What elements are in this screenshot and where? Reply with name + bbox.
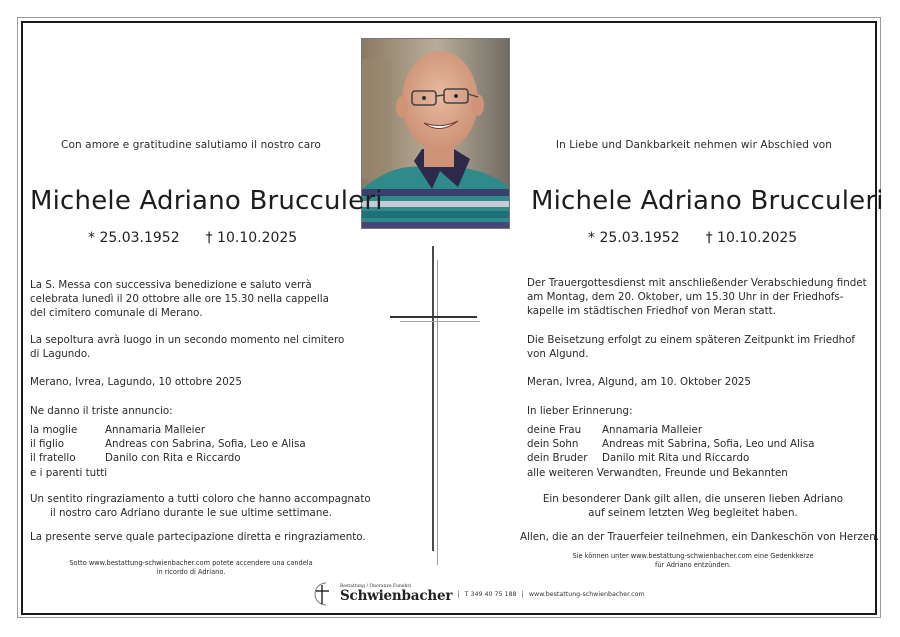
italian-mass-paragraph — [30, 278, 329, 321]
mourner-row — [30, 437, 306, 451]
german-mourners-list — [527, 423, 814, 480]
italian-mourners-list — [30, 423, 306, 480]
mourner-names: Annamaria Malleier — [105, 424, 206, 436]
text-line: auf seinem letzten Weg begleitet haben. — [588, 507, 798, 520]
birth-date: * 25.03.1952 — [88, 230, 180, 246]
german-thanks — [520, 492, 866, 520]
text-line: am Montag, dem 20. Oktober, um 15.30 Uhr in der Friedhofs- — [527, 291, 844, 304]
death-date: † 10.10.2025 — [705, 230, 798, 246]
german-place-date: Meran, Ivrea, Algund, am 10. Oktober 2025 — [527, 376, 751, 388]
text-line: del cimitero comunale di Merano. — [30, 307, 203, 320]
mourner-role: e i parenti tutti — [30, 466, 108, 479]
cross-shadow-vertical — [437, 260, 438, 565]
mourner-names: Andreas con Sabrina, Sofia, Leo e Alisa — [105, 438, 306, 451]
german-burial-paragraph — [527, 333, 855, 361]
cross-shadow-horizontal — [400, 321, 480, 322]
italian-candle-note — [30, 559, 352, 577]
german-mourners-heading: In lieber Erinnerung: — [527, 405, 633, 417]
funeral-home-logo-icon — [313, 582, 337, 606]
text-line: Die Beisetzung erfolgt zu einem späteren Zeitpunkt im Friedhof — [527, 334, 856, 346]
mourner-row — [527, 437, 814, 451]
mourner-row — [527, 451, 814, 465]
mourner-row — [30, 451, 306, 465]
text-line: von Algund. — [527, 348, 589, 361]
german-intro: In Liebe und Dankbarkeit nehmen wir Abschied von — [555, 139, 833, 151]
text-line: il nostro caro Adriano durante le sue ultime settimane. — [49, 507, 333, 520]
text-line: Un sentito ringraziamento a tutti coloro che hanno accompagnato — [30, 493, 371, 505]
text-line: Ein besonderer Dank gilt allen, die unseren lieben Adriano — [542, 493, 844, 505]
german-deceased-name: Michele Adriano Brucculeri — [531, 186, 884, 216]
italian-thanks — [30, 492, 371, 520]
text-line: di Lagundo. — [30, 348, 91, 361]
text-line: für Adriano entzünden. — [655, 561, 731, 569]
cross-icon — [432, 246, 434, 551]
italian-intro: Con amore e gratitudine salutiamo il nostro caro — [61, 139, 321, 151]
mourner-role: dein Bruder — [527, 452, 588, 465]
funeral-home-footer — [313, 579, 645, 609]
italian-deceased-name: Michele Adriano Brucculeri — [30, 186, 383, 216]
logo-name: Schwienbacher — [340, 588, 453, 604]
mourner-row — [30, 466, 306, 480]
text-line: kapelle im städtischen Friedhof von Meran statt. — [527, 305, 776, 318]
phone-number: T 349 40 75 188 — [464, 590, 517, 598]
mourner-role: dein Sohn — [527, 438, 579, 451]
footer-separator: | — [457, 590, 460, 598]
birth-date: * 25.03.1952 — [588, 230, 680, 246]
mourner-role: il fratello — [30, 452, 76, 465]
mourner-names: Danilo con Rita e Riccardo — [105, 452, 241, 465]
italian-participation: La presente serve quale partecipazione diretta e ringraziamento. — [30, 531, 366, 543]
mourner-role: alle weiteren Verwandten, Freunde und Bekannten — [527, 466, 788, 479]
german-candle-note — [520, 552, 866, 570]
mourner-role: deine Frau — [527, 424, 582, 436]
mourner-role: il figlio — [30, 438, 65, 451]
text-line: Der Trauergottesdienst mit anschließender Verabschiedung findet — [527, 277, 867, 289]
italian-mourners-heading: Ne danno il triste annuncio: — [30, 405, 173, 417]
website-link[interactable]: www.bestattung-schwienbacher.com — [528, 590, 645, 598]
death-date: † 10.10.2025 — [205, 230, 298, 246]
text-line: in ricordo di Adriano. — [156, 568, 226, 576]
mourner-row — [527, 466, 814, 480]
italian-place-date: Merano, Ivrea, Lagundo, 10 ottobre 2025 — [30, 376, 242, 388]
funeral-home-logo-text — [340, 585, 452, 604]
text-line: Sie können unter www.bestattung-schwienbacher.com eine Gedenkkerze — [572, 552, 814, 560]
italian-burial-paragraph — [30, 333, 344, 361]
mourner-row — [527, 423, 814, 437]
text-line: Sotto www.bestattung-schwienbacher.com potete accendere una candela — [69, 559, 313, 567]
mourner-names: Andreas mit Sabrina, Sofia, Leo und Alisa — [602, 438, 815, 451]
mourner-role: la moglie — [30, 424, 78, 436]
logo-subtitle: Bestattung / Onoranze Funebri — [340, 583, 411, 589]
mourner-names: Danilo mit Rita und Riccardo — [602, 452, 750, 465]
footer-separator: | — [521, 590, 524, 598]
portrait-photo — [361, 38, 510, 229]
text-line: celebrata lunedì il 20 ottobre alle ore 15.30 nella cappella — [30, 293, 329, 306]
cross-crossbar — [390, 316, 477, 318]
mourner-names: Annamaria Malleier — [602, 424, 703, 436]
german-service-paragraph — [527, 276, 867, 319]
text-line: La sepoltura avrà luogo in un secondo momento nel cimitero — [30, 334, 345, 346]
text-line: La S. Messa con successiva benedizione e saluto verrà — [30, 279, 312, 291]
german-participation: Allen, die an der Trauerfeier teilnehmen, ein Dankeschön von Herzen. — [520, 531, 880, 543]
italian-dates — [88, 230, 297, 246]
german-dates — [588, 230, 797, 246]
mourner-row — [30, 423, 306, 437]
